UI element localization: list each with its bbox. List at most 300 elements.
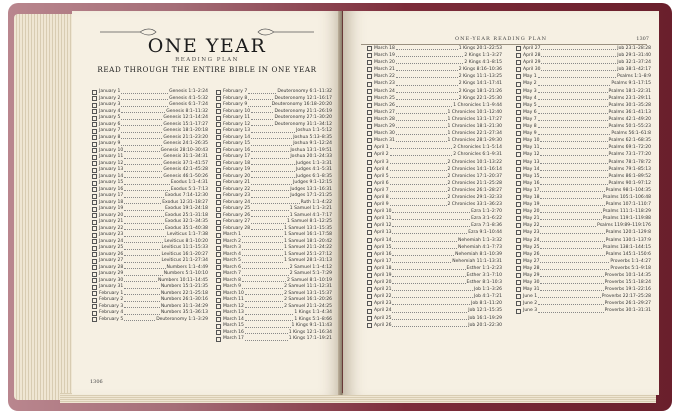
checkbox-icon[interactable] xyxy=(516,259,521,264)
dot-leader xyxy=(124,262,160,263)
reading-entry xyxy=(367,166,502,173)
entry-passage: 1 Chronicles 1:1–9:44 xyxy=(453,102,502,108)
checkbox-icon[interactable] xyxy=(92,200,97,205)
dot-leader xyxy=(540,283,603,284)
entry-passage: 2 Samuel 16:1–20:26 xyxy=(284,297,332,302)
checkbox-icon[interactable] xyxy=(216,161,221,166)
dot-leader xyxy=(540,226,596,227)
entry-passage: Job 32:1–37:24 xyxy=(617,60,651,66)
checkbox-icon[interactable] xyxy=(516,74,521,79)
checkbox-icon[interactable] xyxy=(367,167,372,172)
checkbox-icon[interactable] xyxy=(367,188,372,193)
reading-entry xyxy=(367,123,502,130)
checkbox-icon[interactable] xyxy=(216,96,221,101)
checkbox-icon[interactable] xyxy=(216,272,221,277)
reading-entry xyxy=(367,187,502,194)
checkbox-icon[interactable] xyxy=(92,246,97,251)
checkbox-icon[interactable] xyxy=(367,316,372,321)
entry-date: February 12 xyxy=(223,121,251,127)
entry-passage: Judges 1:1–3:31 xyxy=(295,160,332,166)
checkbox-icon[interactable] xyxy=(216,330,221,335)
checkbox-icon[interactable] xyxy=(216,213,221,218)
checkbox-icon[interactable] xyxy=(92,103,97,108)
dot-leader xyxy=(124,190,170,191)
entry-passage: Proverbs 19:1–22:16 xyxy=(604,287,651,293)
checkbox-icon[interactable] xyxy=(367,53,372,58)
checkbox-icon[interactable] xyxy=(367,131,372,136)
checkbox-icon[interactable] xyxy=(367,209,372,214)
checkbox-icon[interactable] xyxy=(367,301,372,306)
dot-leader xyxy=(396,63,464,64)
checkbox-icon[interactable] xyxy=(92,135,97,140)
entry-passage: Genesis 1:1–2:24 xyxy=(169,89,208,94)
checkbox-icon[interactable] xyxy=(367,174,372,179)
checkbox-icon[interactable] xyxy=(216,220,221,225)
checkbox-icon[interactable] xyxy=(92,278,97,283)
checkbox-icon[interactable] xyxy=(516,301,521,306)
checkbox-icon[interactable] xyxy=(92,122,97,127)
checkbox-icon[interactable] xyxy=(516,174,521,179)
checkbox-icon[interactable] xyxy=(367,110,372,115)
dot-leader xyxy=(392,326,467,327)
dot-leader xyxy=(124,210,164,211)
entry-passage: Psalms 105:1–106:48 xyxy=(602,194,651,200)
checkbox-icon[interactable] xyxy=(516,238,521,243)
checkbox-icon[interactable] xyxy=(367,181,372,186)
checkbox-icon[interactable] xyxy=(216,252,221,257)
checkbox-icon[interactable] xyxy=(216,207,221,212)
entry-passage: Psalms 119:89–119:176 xyxy=(597,223,651,229)
checkbox-icon[interactable] xyxy=(516,280,521,285)
checkbox-icon[interactable] xyxy=(216,259,221,264)
reading-entry xyxy=(367,258,502,265)
checkbox-icon[interactable] xyxy=(92,116,97,121)
checkbox-icon[interactable] xyxy=(92,194,97,199)
entry-passage: Psalms 86:1–89:52 xyxy=(608,173,651,179)
dot-leader xyxy=(242,275,289,276)
checkbox-icon[interactable] xyxy=(92,239,97,244)
checkbox-icon[interactable] xyxy=(216,129,221,134)
checkbox-icon[interactable] xyxy=(367,245,372,250)
checkbox-icon[interactable] xyxy=(367,294,372,299)
dot-leader xyxy=(245,340,288,341)
page-number: 1307 xyxy=(636,36,649,42)
page-number: 1306 xyxy=(90,379,103,385)
checkbox-icon[interactable] xyxy=(216,246,221,251)
dot-leader xyxy=(392,290,473,291)
checkbox-icon[interactable] xyxy=(516,167,521,172)
checkbox-icon[interactable] xyxy=(216,181,221,186)
checkbox-icon[interactable] xyxy=(516,266,521,271)
entry-passage: Proverbs 22:17–25:28 xyxy=(601,294,651,300)
entry-date: June 1 xyxy=(523,294,538,300)
checkbox-icon[interactable] xyxy=(92,317,97,322)
reading-entry xyxy=(367,137,502,144)
checkbox-icon[interactable] xyxy=(92,291,97,296)
checkbox-icon[interactable] xyxy=(92,226,97,231)
entry-passage: Psalms 138:1–144:15 xyxy=(602,244,651,250)
checkbox-icon[interactable] xyxy=(367,323,372,328)
dot-leader xyxy=(121,93,168,94)
entry-date: February 23 xyxy=(223,193,251,198)
checkbox-icon[interactable] xyxy=(516,309,521,314)
checkbox-icon[interactable] xyxy=(516,103,521,108)
checkbox-icon[interactable] xyxy=(367,160,372,165)
entry-passage: 1 Samuel 8:1–12:25 xyxy=(286,219,332,224)
checkbox-icon[interactable] xyxy=(367,266,372,271)
checkbox-icon[interactable] xyxy=(516,294,521,299)
entry-date: February 13 xyxy=(223,128,251,133)
checkbox-icon[interactable] xyxy=(367,82,372,87)
entry-passage: Genesis 37:1–41:57 xyxy=(163,160,208,166)
checkbox-icon[interactable] xyxy=(367,103,372,108)
checkbox-icon[interactable] xyxy=(92,304,97,309)
checkbox-icon[interactable] xyxy=(216,298,221,303)
checkbox-icon[interactable] xyxy=(516,131,521,136)
dot-leader xyxy=(540,184,607,185)
checkbox-icon[interactable] xyxy=(92,265,97,270)
dot-leader xyxy=(124,281,157,282)
dot-leader xyxy=(392,262,451,263)
checkbox-icon[interactable] xyxy=(516,223,521,228)
checkbox-icon[interactable] xyxy=(216,324,221,329)
checkbox-icon[interactable] xyxy=(516,181,521,186)
entry-passage: Psalms 119:1–119:88 xyxy=(602,216,651,222)
checkbox-icon[interactable] xyxy=(92,168,97,173)
checkbox-icon[interactable] xyxy=(367,124,372,129)
checkbox-icon[interactable] xyxy=(367,46,372,51)
entry-date: January 17 xyxy=(99,193,124,198)
checkbox-icon[interactable] xyxy=(216,148,221,153)
checkbox-icon[interactable] xyxy=(92,129,97,134)
checkbox-icon[interactable] xyxy=(367,202,372,207)
dot-leader xyxy=(540,163,607,164)
checkbox-icon[interactable] xyxy=(216,194,221,199)
checkbox-icon[interactable] xyxy=(92,142,97,147)
checkbox-icon[interactable] xyxy=(516,245,521,250)
dot-leader xyxy=(390,205,447,206)
checkbox-icon[interactable] xyxy=(367,252,372,257)
checkbox-icon[interactable] xyxy=(516,188,521,193)
entry-passage: Numbers 31:1–34:29 xyxy=(160,303,208,309)
entry-passage: Psalms 1:1–8:9 xyxy=(617,74,651,80)
entry-date: January 13 xyxy=(99,167,124,172)
dot-leader xyxy=(540,276,603,277)
checkbox-icon[interactable] xyxy=(92,213,97,218)
dot-leader xyxy=(390,184,447,185)
checkbox-icon[interactable] xyxy=(216,265,221,270)
dot-leader xyxy=(396,134,447,135)
checkbox-icon[interactable] xyxy=(516,82,521,87)
checkbox-icon[interactable] xyxy=(367,138,372,143)
checkbox-icon[interactable] xyxy=(92,298,97,303)
entry-date: January 24 xyxy=(99,238,124,244)
checkbox-icon[interactable] xyxy=(92,233,97,238)
dot-leader xyxy=(390,198,447,199)
entry-passage: Deuteronomy 1:1–3:29 xyxy=(156,316,208,322)
checkbox-icon[interactable] xyxy=(516,60,521,65)
entry-passage: 1 Kings 1:1–4:34 xyxy=(294,310,332,315)
checkbox-icon[interactable] xyxy=(516,110,521,115)
checkbox-icon[interactable] xyxy=(92,252,97,257)
checkbox-icon[interactable] xyxy=(367,60,372,65)
entry-passage: Psalms 145:1–150:6 xyxy=(605,251,651,257)
checkbox-icon[interactable] xyxy=(367,309,372,314)
entry-passage: Numbers 35:1–36:13 xyxy=(160,310,208,315)
checkbox-icon[interactable] xyxy=(516,160,521,165)
checkbox-icon[interactable] xyxy=(367,259,372,264)
dot-leader xyxy=(540,290,603,291)
dot-leader xyxy=(245,327,291,328)
dot-leader xyxy=(121,132,162,133)
entry-date: May 25 xyxy=(523,244,540,250)
entry-passage: Job 1:1–3:26 xyxy=(474,287,502,293)
reading-entry xyxy=(516,180,651,187)
checkbox-icon[interactable] xyxy=(92,174,97,179)
dot-leader xyxy=(251,171,295,172)
checkbox-icon[interactable] xyxy=(367,117,372,122)
reading-entry xyxy=(516,244,651,251)
entry-date: May 20 xyxy=(523,209,540,215)
checkbox-icon[interactable] xyxy=(367,74,372,79)
checkbox-icon[interactable] xyxy=(216,226,221,231)
checkbox-icon[interactable] xyxy=(216,317,221,322)
entry-passage: Genesis 12:1–14:24 xyxy=(163,115,208,120)
dot-leader xyxy=(540,248,601,249)
entry-date: March 5 xyxy=(223,258,242,263)
checkbox-icon[interactable] xyxy=(516,209,521,214)
checkbox-icon[interactable] xyxy=(216,304,221,309)
checkbox-icon[interactable] xyxy=(367,89,372,94)
entry-date: May 30 xyxy=(523,280,540,286)
entry-passage: Leviticus 11:1–15:33 xyxy=(161,245,208,250)
entry-date: May 26 xyxy=(523,251,540,257)
entry-date: March 13 xyxy=(223,310,244,315)
dot-leader xyxy=(245,301,283,302)
reading-entry xyxy=(516,73,651,80)
entry-passage: Genesis 42:1–45:28 xyxy=(163,167,208,172)
entry-passage: Esther 1:1–2:23 xyxy=(466,265,502,271)
entry-passage: 1 Chronicles 22:1–27:34 xyxy=(447,131,502,137)
checkbox-icon[interactable] xyxy=(92,285,97,290)
checkbox-icon[interactable] xyxy=(516,252,521,257)
entry-passage: Genesis 28:10–30:43 xyxy=(160,147,208,153)
entry-date: May 10 xyxy=(523,138,540,144)
entry-date: January 19 xyxy=(99,206,124,211)
entry-passage: Nehemiah 8:1–10:39 xyxy=(455,251,502,257)
entry-passage: 2 Chronicles 14:1–16:14 xyxy=(447,166,502,172)
dot-leader xyxy=(124,242,163,243)
dot-leader xyxy=(251,216,289,217)
checkbox-icon[interactable] xyxy=(367,238,372,243)
entry-passage: Exodus 1:1–4:31 xyxy=(170,180,208,185)
checkbox-icon[interactable] xyxy=(367,287,372,292)
checkbox-icon[interactable] xyxy=(367,152,372,157)
checkbox-icon[interactable] xyxy=(216,291,221,296)
entry-date: April 5 xyxy=(374,173,389,179)
checkbox-icon[interactable] xyxy=(216,337,221,342)
dot-leader xyxy=(538,92,608,93)
dot-leader xyxy=(251,132,295,133)
entry-passage: Genesis 4:1–5:32 xyxy=(169,95,208,101)
entry-passage: 1 Kings 9:1–11:43 xyxy=(291,323,332,328)
entry-date: February 8 xyxy=(223,95,248,101)
checkbox-icon[interactable] xyxy=(216,135,221,140)
checkbox-icon[interactable] xyxy=(516,96,521,101)
entry-date: March 7 xyxy=(223,271,242,276)
entry-date: February 16 xyxy=(223,147,251,153)
entry-date: January 30 xyxy=(99,277,124,283)
checkbox-icon[interactable] xyxy=(216,142,221,147)
entry-date: March 22 xyxy=(374,74,395,80)
entry-date: February 4 xyxy=(99,310,124,315)
dot-leader xyxy=(121,99,168,100)
checkbox-icon[interactable] xyxy=(92,96,97,101)
checkbox-icon[interactable] xyxy=(92,207,97,212)
checkbox-icon[interactable] xyxy=(92,148,97,153)
checkbox-icon[interactable] xyxy=(92,272,97,277)
checkbox-icon[interactable] xyxy=(216,168,221,173)
checkbox-icon[interactable] xyxy=(516,53,521,58)
dot-leader xyxy=(396,99,458,100)
checkbox-icon[interactable] xyxy=(216,278,221,283)
entry-date: March 10 xyxy=(223,290,244,296)
reading-entry xyxy=(367,279,502,286)
checkbox-icon[interactable] xyxy=(92,109,97,114)
entry-passage: Job 29:1–31:40 xyxy=(617,53,651,59)
reading-entry xyxy=(516,159,651,166)
entry-date: February 21 xyxy=(223,180,251,185)
checkbox-icon[interactable] xyxy=(367,216,372,221)
entry-passage: 2 Samuel 21:1–24:25 xyxy=(284,303,332,309)
checkbox-icon[interactable] xyxy=(216,116,221,121)
checkbox-icon[interactable] xyxy=(516,117,521,122)
dot-leader xyxy=(396,113,447,114)
checkbox-icon[interactable] xyxy=(367,195,372,200)
dot-leader xyxy=(540,198,601,199)
checkbox-icon[interactable] xyxy=(516,273,521,278)
checkbox-icon[interactable] xyxy=(216,109,221,114)
checkbox-icon[interactable] xyxy=(516,287,521,292)
checkbox-icon[interactable] xyxy=(367,273,372,278)
checkbox-icon[interactable] xyxy=(516,89,521,94)
entry-date: January 14 xyxy=(99,173,124,179)
dot-leader xyxy=(121,106,168,107)
entry-date: March 6 xyxy=(223,264,242,270)
entry-passage: 2 Chronicles 17:1–20:37 xyxy=(447,173,502,179)
dot-leader xyxy=(396,70,458,71)
entry-date: January 20 xyxy=(99,212,124,218)
dot-leader xyxy=(392,233,467,234)
dot-leader xyxy=(124,158,162,159)
checkbox-icon[interactable] xyxy=(216,233,221,238)
checkbox-icon[interactable] xyxy=(216,174,221,179)
dot-leader xyxy=(248,93,276,94)
checkbox-icon[interactable] xyxy=(367,230,372,235)
checkbox-icon[interactable] xyxy=(216,200,221,205)
checkbox-icon[interactable] xyxy=(92,220,97,225)
checkbox-icon[interactable] xyxy=(92,161,97,166)
dot-leader xyxy=(124,275,162,276)
dot-leader xyxy=(251,138,292,139)
dot-leader xyxy=(390,163,447,164)
checkbox-icon[interactable] xyxy=(92,259,97,264)
entry-date: January 11 xyxy=(99,154,124,159)
entry-passage: 1 Chronicles 18:1–21:30 xyxy=(447,124,502,130)
checkbox-icon[interactable] xyxy=(367,280,372,285)
checkbox-icon[interactable] xyxy=(516,202,521,207)
checkbox-icon[interactable] xyxy=(216,103,221,108)
checkbox-icon[interactable] xyxy=(367,145,372,150)
page-title: ONE YEAR xyxy=(147,35,267,57)
reading-entry xyxy=(367,159,502,166)
checkbox-icon[interactable] xyxy=(516,195,521,200)
reading-entry xyxy=(516,173,651,180)
dot-leader xyxy=(392,319,467,320)
checkbox-icon[interactable] xyxy=(216,155,221,160)
entry-date: March 26 xyxy=(374,102,395,108)
dot-leader xyxy=(242,268,289,269)
checkbox-icon[interactable] xyxy=(92,155,97,160)
checkbox-icon[interactable] xyxy=(216,311,221,316)
checkbox-icon[interactable] xyxy=(367,67,372,72)
checkbox-icon[interactable] xyxy=(516,152,521,157)
checkbox-icon[interactable] xyxy=(516,138,521,143)
checkbox-icon[interactable] xyxy=(92,311,97,316)
reading-entry xyxy=(516,88,651,95)
checkbox-icon[interactable] xyxy=(92,187,97,192)
plan-header xyxy=(72,35,342,75)
checkbox-icon[interactable] xyxy=(516,230,521,235)
entry-date: March 23 xyxy=(374,81,395,87)
checkbox-icon[interactable] xyxy=(92,90,97,95)
checkbox-icon[interactable] xyxy=(216,285,221,290)
checkbox-icon[interactable] xyxy=(216,122,221,127)
reading-entry xyxy=(367,208,502,215)
entry-passage: 1 Samuel 1:1–3:21 xyxy=(289,206,332,211)
checkbox-icon[interactable] xyxy=(516,145,521,150)
checkbox-icon[interactable] xyxy=(367,96,372,101)
dot-leader xyxy=(124,268,165,269)
entry-passage: Deuteronomy 27:1–30:20 xyxy=(274,115,332,120)
checkbox-icon[interactable] xyxy=(216,239,221,244)
checkbox-icon[interactable] xyxy=(216,90,221,95)
reading-entry xyxy=(516,237,651,244)
right-page xyxy=(343,11,659,395)
checkbox-icon[interactable] xyxy=(516,46,521,51)
entry-date: May 6 xyxy=(523,109,537,115)
checkbox-icon[interactable] xyxy=(516,216,521,221)
dot-leader xyxy=(538,120,608,121)
reading-column xyxy=(216,89,332,343)
checkbox-icon[interactable] xyxy=(516,67,521,72)
dot-leader xyxy=(251,145,292,146)
entry-passage: Proverbs 15:1–18:24 xyxy=(604,280,651,286)
checkbox-icon[interactable] xyxy=(216,187,221,192)
entry-passage: Esther 8:1–10:3 xyxy=(466,280,502,286)
checkbox-icon[interactable] xyxy=(92,181,97,186)
reading-entry xyxy=(516,229,651,236)
entry-date: May 24 xyxy=(523,237,540,243)
dot-leader xyxy=(121,112,165,113)
checkbox-icon[interactable] xyxy=(516,124,521,129)
entry-date: January 4 xyxy=(99,108,121,114)
checkbox-icon[interactable] xyxy=(367,223,372,228)
entry-date: February 18 xyxy=(223,160,251,166)
entry-passage: Nehemiah 1:1–3:32 xyxy=(457,237,502,243)
dot-leader xyxy=(540,170,607,171)
reading-entry xyxy=(367,215,502,222)
